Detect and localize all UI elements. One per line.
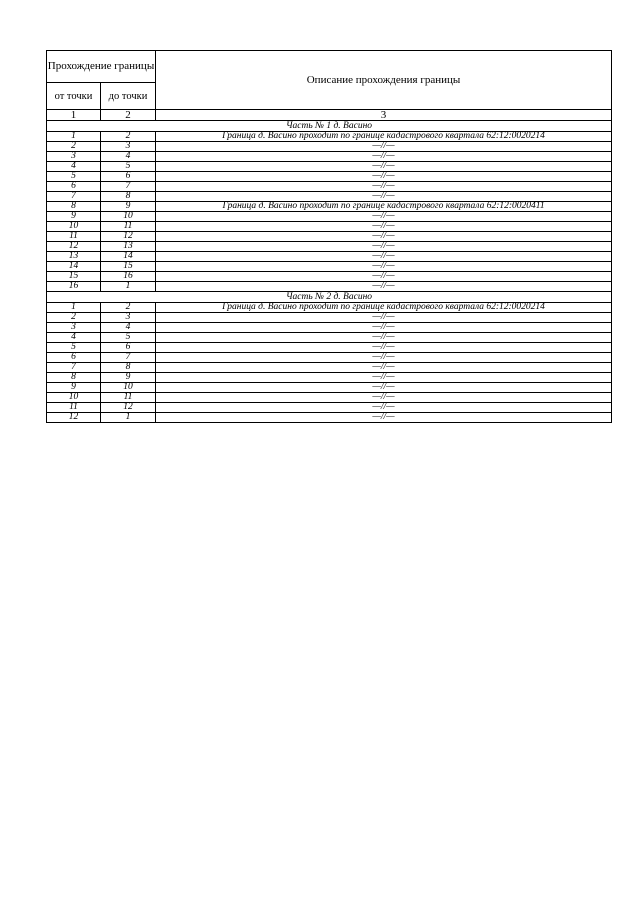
- to-point-cell: 9: [101, 202, 156, 212]
- description-cell: —//—: [156, 373, 612, 383]
- to-point-cell: 8: [101, 192, 156, 202]
- header-from-point: от точки: [47, 83, 101, 110]
- from-point-cell: 4: [47, 162, 101, 172]
- part-title-row: [47, 121, 612, 132]
- boundary-table: [46, 50, 612, 423]
- table-row: [47, 132, 612, 142]
- from-point-cell: 8: [47, 202, 101, 212]
- description-cell: —//—: [156, 182, 612, 192]
- description-cell: Граница д. Васино проходит по границе кадастрового квартала 62:12:0020411: [156, 202, 612, 212]
- table-row: [47, 393, 612, 403]
- from-point-cell: 15: [47, 272, 101, 282]
- to-point-cell: 12: [101, 232, 156, 242]
- description-cell: —//—: [156, 152, 612, 162]
- description-cell: —//—: [156, 393, 612, 403]
- table-row: [47, 272, 612, 282]
- table-row: [47, 413, 612, 423]
- table-row: [47, 202, 612, 212]
- header-group-title: Прохождение границы: [47, 51, 156, 83]
- to-point-cell: 4: [101, 152, 156, 162]
- header-to-point: до точки: [101, 83, 156, 110]
- column-number-row: [47, 110, 612, 121]
- to-point-cell: 7: [101, 353, 156, 363]
- to-point-cell: 1: [101, 282, 156, 292]
- from-point-cell: 7: [47, 192, 101, 202]
- description-cell: —//—: [156, 413, 612, 423]
- to-point-cell: 11: [101, 222, 156, 232]
- description-cell: —//—: [156, 333, 612, 343]
- table-row: [47, 192, 612, 202]
- to-point-cell: 6: [101, 343, 156, 353]
- description-cell: —//—: [156, 192, 612, 202]
- from-point-cell: 16: [47, 282, 101, 292]
- to-point-cell: 12: [101, 403, 156, 413]
- from-point-cell: 1: [47, 132, 101, 142]
- table-row: [47, 212, 612, 222]
- header-description: Описание прохождения границы: [156, 51, 612, 110]
- to-point-cell: 7: [101, 182, 156, 192]
- part-title-row: [47, 292, 612, 303]
- description-cell: —//—: [156, 383, 612, 393]
- part-title: Часть № 2 д. Васино: [47, 292, 612, 303]
- table-row: [47, 303, 612, 313]
- description-cell: —//—: [156, 252, 612, 262]
- table-row: [47, 152, 612, 162]
- to-point-cell: 1: [101, 413, 156, 423]
- description-cell: —//—: [156, 162, 612, 172]
- from-point-cell: 11: [47, 232, 101, 242]
- from-point-cell: 10: [47, 393, 101, 403]
- to-point-cell: 2: [101, 303, 156, 313]
- table-row: [47, 282, 612, 292]
- table-row: [47, 313, 612, 323]
- part-title: Часть № 1 д. Васино: [47, 121, 612, 132]
- table-row: [47, 383, 612, 393]
- to-point-cell: 2: [101, 132, 156, 142]
- table-row: [47, 323, 612, 333]
- table-row: [47, 172, 612, 182]
- table-row: [47, 142, 612, 152]
- from-point-cell: 5: [47, 343, 101, 353]
- to-point-cell: 11: [101, 393, 156, 403]
- to-point-cell: 13: [101, 242, 156, 252]
- to-point-cell: 9: [101, 373, 156, 383]
- column-number: 2: [101, 110, 156, 121]
- from-point-cell: 2: [47, 142, 101, 152]
- from-point-cell: 5: [47, 172, 101, 182]
- to-point-cell: 10: [101, 212, 156, 222]
- description-cell: Граница д. Васино проходит по границе кадастрового квартала 62:12:0020214: [156, 303, 612, 313]
- table-row: [47, 242, 612, 252]
- to-point-cell: 14: [101, 252, 156, 262]
- from-point-cell: 14: [47, 262, 101, 272]
- from-point-cell: 2: [47, 313, 101, 323]
- description-cell: —//—: [156, 172, 612, 182]
- description-cell: —//—: [156, 282, 612, 292]
- to-point-cell: 6: [101, 172, 156, 182]
- to-point-cell: 5: [101, 162, 156, 172]
- table-row: [47, 333, 612, 343]
- to-point-cell: 5: [101, 333, 156, 343]
- column-number: 1: [47, 110, 101, 121]
- to-point-cell: 3: [101, 142, 156, 152]
- description-cell: —//—: [156, 353, 612, 363]
- table-row: [47, 232, 612, 242]
- document-page: [46, 50, 611, 423]
- description-cell: —//—: [156, 323, 612, 333]
- from-point-cell: 9: [47, 383, 101, 393]
- from-point-cell: 13: [47, 252, 101, 262]
- description-cell: —//—: [156, 212, 612, 222]
- table-row: [47, 363, 612, 373]
- table-row: [47, 162, 612, 172]
- from-point-cell: 4: [47, 333, 101, 343]
- description-cell: —//—: [156, 242, 612, 252]
- from-point-cell: 3: [47, 323, 101, 333]
- description-cell: —//—: [156, 262, 612, 272]
- description-cell: —//—: [156, 142, 612, 152]
- to-point-cell: 8: [101, 363, 156, 373]
- to-point-cell: 4: [101, 323, 156, 333]
- from-point-cell: 7: [47, 363, 101, 373]
- table-body: [47, 110, 612, 423]
- from-point-cell: 3: [47, 152, 101, 162]
- description-cell: —//—: [156, 232, 612, 242]
- from-point-cell: 6: [47, 353, 101, 363]
- table-row: [47, 252, 612, 262]
- table-row: [47, 373, 612, 383]
- from-point-cell: 6: [47, 182, 101, 192]
- to-point-cell: 3: [101, 313, 156, 323]
- from-point-cell: 12: [47, 413, 101, 423]
- table-row: [47, 222, 612, 232]
- from-point-cell: 9: [47, 212, 101, 222]
- from-point-cell: 12: [47, 242, 101, 252]
- table-row: [47, 403, 612, 413]
- table-header: [47, 51, 612, 110]
- from-point-cell: 1: [47, 303, 101, 313]
- table-row: [47, 353, 612, 363]
- to-point-cell: 15: [101, 262, 156, 272]
- table-row: [47, 262, 612, 272]
- from-point-cell: 10: [47, 222, 101, 232]
- to-point-cell: 16: [101, 272, 156, 282]
- description-cell: —//—: [156, 343, 612, 353]
- description-cell: Граница д. Васино проходит по границе кадастрового квартала 62:12:0020214: [156, 132, 612, 142]
- table-row: [47, 182, 612, 192]
- description-cell: —//—: [156, 222, 612, 232]
- from-point-cell: 11: [47, 403, 101, 413]
- from-point-cell: 8: [47, 373, 101, 383]
- table-row: [47, 343, 612, 353]
- description-cell: —//—: [156, 363, 612, 373]
- to-point-cell: 10: [101, 383, 156, 393]
- description-cell: —//—: [156, 313, 612, 323]
- description-cell: —//—: [156, 403, 612, 413]
- description-cell: —//—: [156, 272, 612, 282]
- column-number: 3: [156, 110, 612, 121]
